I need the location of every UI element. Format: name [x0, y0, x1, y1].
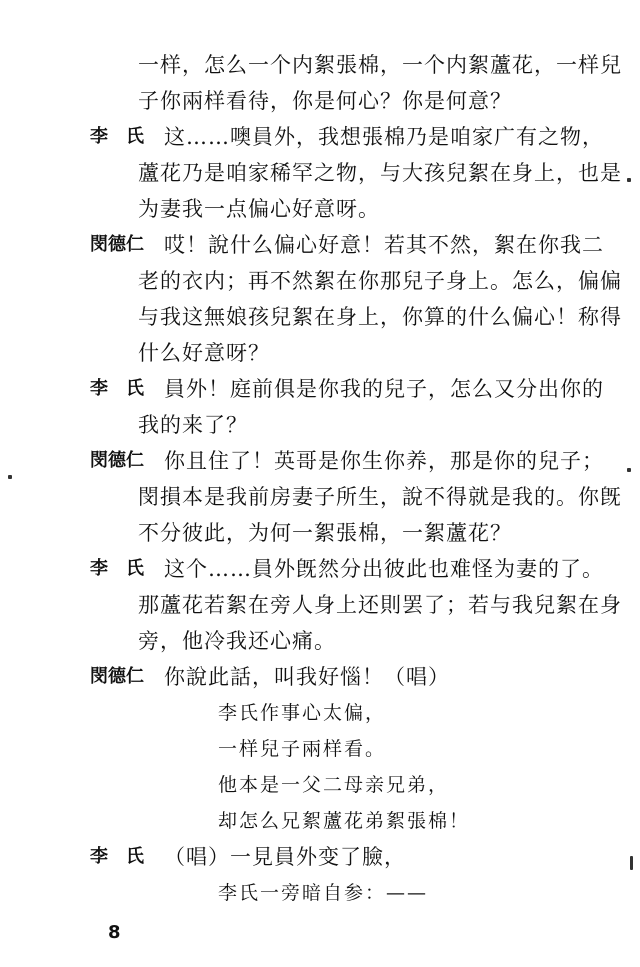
text-line: 不分彼此，为何一絮張棉，一絮蘆花？ — [138, 521, 512, 545]
text-line: 哎！說什么偏心好意！若其不然，絮在你我二 — [164, 233, 604, 257]
text-line: 这……噢員外，我想張棉乃是咱家广有之物， — [164, 125, 604, 149]
speaker-label: 閔德仁 — [90, 234, 144, 255]
verse-line: 却怎么兄絮蘆花弟絮張棉！ — [218, 810, 471, 832]
scan-speck — [630, 856, 633, 870]
text-line: 蘆花乃是咱家稀罕之物，与大孩兒絮在身上，也是 — [138, 161, 622, 185]
verse-line: 一样兒子兩样看。 — [218, 738, 387, 760]
text-line: 为妻我一点偏心好意呀。 — [138, 197, 380, 221]
speaker-label: 閔德仁 — [90, 666, 144, 687]
scan-speck — [8, 475, 12, 479]
verse-line: 李氏作事心太偏， — [218, 702, 387, 724]
text-line: 員外！庭前俱是你我的兒子，怎么又分出你的 — [164, 377, 604, 401]
text-line: 你且住了！英哥是你生你养，那是你的兒子； — [164, 449, 604, 473]
text-line: 一样，怎么一个内絮張棉，一个内絮蘆花，一样兒 — [138, 53, 622, 77]
speaker-label: 李 氏 — [90, 378, 144, 399]
speaker-label: 閔德仁 — [90, 450, 144, 471]
text-line: 旁，他冷我还心痛。 — [138, 629, 336, 653]
page-number: 8 — [108, 922, 121, 943]
speaker-label: 李 氏 — [90, 126, 144, 147]
text-line: 与我这無娘孩兒絮在身上，你算的什么偏心！称得 — [138, 305, 622, 329]
text-line: 什么好意呀？ — [138, 341, 270, 365]
text-line: 那蘆花若絮在旁人身上还則罢了；若与我兒絮在身 — [138, 593, 622, 617]
text-line: 子你兩样看待，你是何心？你是何意？ — [138, 89, 512, 113]
text-line: 这个……員外旣然分出彼此也难怪为妻的了。 — [164, 557, 604, 581]
text-line: 閔損本是我前房妻子所生，說不得就是我的。你旣 — [138, 485, 622, 509]
scan-speck — [627, 468, 631, 472]
text-line: 老的衣内；再不然絮在你那兒子身上。怎么，偏偏 — [138, 269, 622, 293]
speaker-label: 李 氏 — [90, 558, 144, 579]
text-line: 你說此話，叫我好惱！（唱） — [164, 665, 450, 689]
scan-speck — [627, 178, 631, 182]
text-line: （唱）一見員外变了臉， — [164, 845, 406, 869]
verse-line: 他本是一父二母亲兄弟， — [218, 774, 450, 796]
text-line: 我的来了？ — [138, 413, 248, 437]
verse-line: 李氏一旁暗自参：—— — [218, 882, 429, 904]
speaker-label: 李 氏 — [90, 846, 144, 867]
